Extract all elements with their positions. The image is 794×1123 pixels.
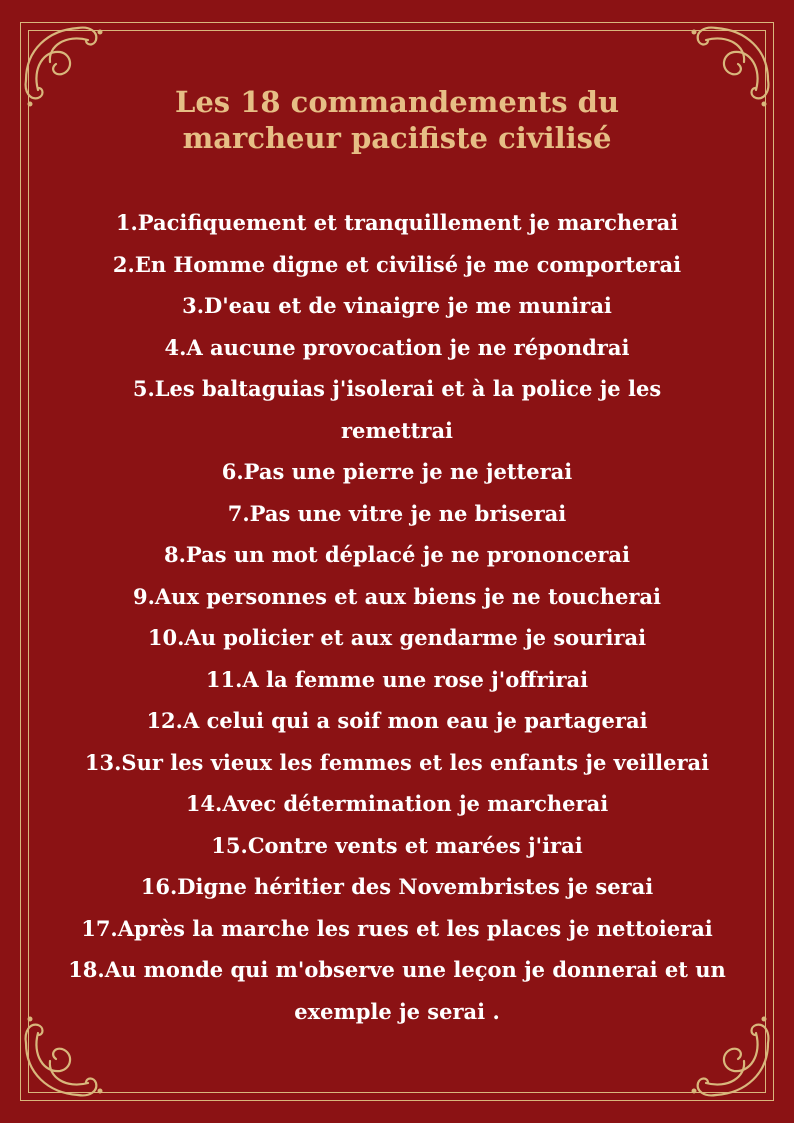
list-item: 13.Sur les vieux les femmes et les enfants je veillerai (84, 749, 710, 775)
commandments-list (40, 202, 754, 1032)
list-item: 6.Pas une pierre je ne jetterai (221, 459, 573, 484)
list-item: 7.Pas une vitre je ne briserai (227, 500, 567, 526)
poster-title (0, 84, 794, 156)
title-line-2: marcheur pacifiste civilisé (182, 121, 612, 155)
list-item: remettrai (340, 417, 454, 443)
list-item: 15.Contre vents et marées j'irai (211, 832, 583, 858)
list-item: 11.A la femme une rose j'offrirai (205, 666, 589, 692)
list-item: 17.Après la marche les rues et les places je nettoierai (81, 915, 713, 941)
list-item: 16.Digne héritier des Novembristes je serai (140, 874, 654, 899)
list-item: exemple je serai . (294, 998, 500, 1024)
list-item: 4.A aucune provocation je ne répondrai (164, 334, 630, 360)
list-item: 9.Aux personnes et aux biens je ne toucherai (132, 583, 662, 609)
list-item: 14.Avec détermination je marcherai (185, 791, 609, 816)
list-item: 2.En Homme digne et civilisé je me comporterai (112, 251, 682, 277)
list-item: 10.Au policier et aux gendarme je sourirai (147, 625, 647, 650)
title-line-1: Les 18 commandements du (174, 85, 620, 119)
list-item: 8.Pas un mot déplacé je ne prononcerai (163, 542, 631, 567)
list-item: 1.Pacifiquement et tranquillement je marcherai (115, 210, 679, 235)
list-item: 5.Les baltaguias j'isolerai et à la police je les (132, 376, 662, 401)
list-item: 18.Au monde qui m'observe une leçon je donnerai et un (68, 957, 726, 982)
list-item: 12.A celui qui a soif mon eau je partagerai (146, 708, 648, 733)
list-item: 3.D'eau et de vinaigre je me munirai (182, 293, 612, 318)
